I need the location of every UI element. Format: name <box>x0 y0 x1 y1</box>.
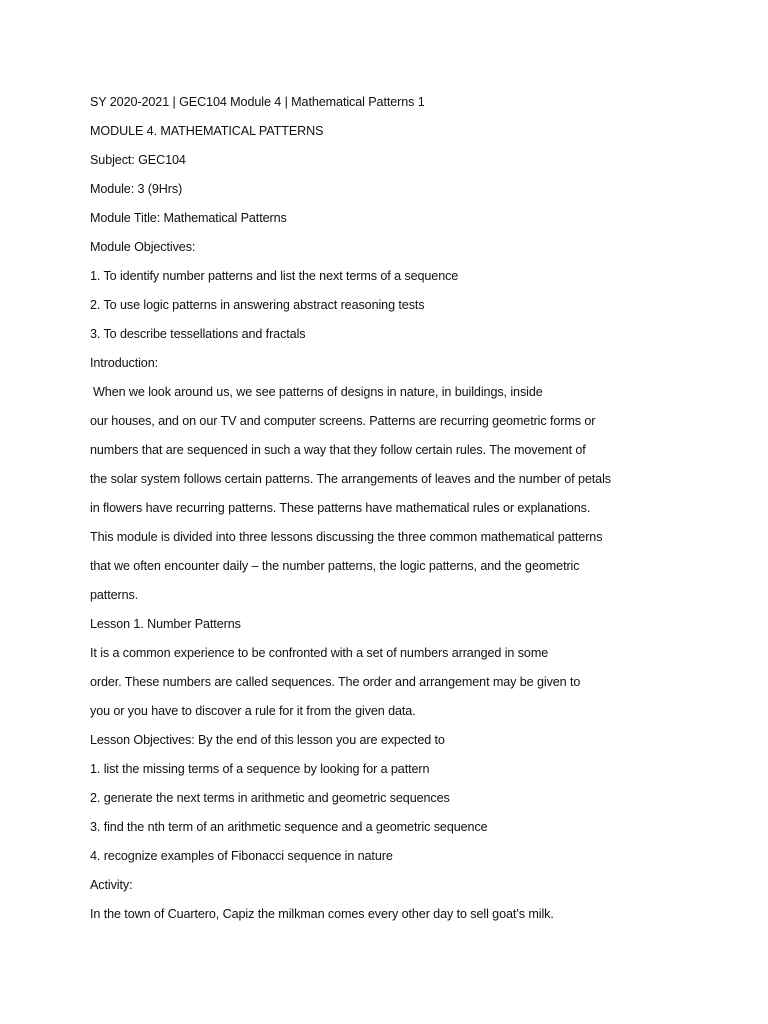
lesson1-line: you or you have to discover a rule for it from the given data. <box>90 704 416 718</box>
introduction-heading: Introduction: <box>90 356 159 370</box>
lesson-objective-item: 1. list the missing terms of a sequence by looking for a pattern <box>90 762 430 776</box>
lesson1-line: It is a common experience to be confronted with a set of numbers arranged in some <box>90 646 549 660</box>
module-title-line: Module Title: Mathematical Patterns <box>90 211 287 225</box>
introduction-line: When we look around us, we see patterns of designs in nature, in buildings, inside <box>93 385 543 399</box>
module-heading: MODULE 4. MATHEMATICAL PATTERNS <box>90 124 324 138</box>
activity-heading: Activity: <box>90 878 133 892</box>
document-body <box>90 92 740 933</box>
lesson1-heading: Lesson 1. Number Patterns <box>90 617 241 631</box>
lesson-objectives-heading: Lesson Objectives: By the end of this lesson you are expected to <box>90 733 445 747</box>
introduction-line: numbers that are sequenced in such a way that they follow certain rules. The movement of <box>90 443 586 457</box>
introduction-line: in flowers have recurring patterns. These patterns have mathematical rules or explanations. <box>90 501 591 515</box>
page-header: SY 2020-2021 | GEC104 Module 4 | Mathematical Patterns 1 <box>90 95 425 109</box>
objectives-heading: Module Objectives: <box>90 240 196 254</box>
lesson1-line: order. These numbers are called sequences. The order and arrangement may be given to <box>90 675 581 689</box>
lesson-objective-item: 2. generate the next terms in arithmetic and geometric sequences <box>90 791 450 805</box>
objective-item: 1. To identify number patterns and list the next terms of a sequence <box>90 269 459 283</box>
introduction-line: that we often encounter daily – the number patterns, the logic patterns, and the geometric <box>90 559 580 573</box>
activity-line: In the town of Cuartero, Capiz the milkman comes every other day to sell goat’s milk. <box>90 907 554 921</box>
introduction-line: our houses, and on our TV and computer screens. Patterns are recurring geometric forms or <box>90 414 596 428</box>
introduction-line: patterns. <box>90 588 139 602</box>
introduction-line: This module is divided into three lessons discussing the three common mathematical patterns <box>90 530 603 544</box>
module-line: Module: 3 (9Hrs) <box>90 182 183 196</box>
introduction-line: the solar system follows certain patterns. The arrangements of leaves and the number of petals <box>90 472 611 486</box>
subject-line: Subject: GEC104 <box>90 153 186 167</box>
lesson-objective-item: 3. find the nth term of an arithmetic sequence and a geometric sequence <box>90 820 488 834</box>
lesson-objective-item: 4. recognize examples of Fibonacci sequence in nature <box>90 849 393 863</box>
objective-item: 3. To describe tessellations and fractals <box>90 327 306 341</box>
objective-item: 2. To use logic patterns in answering abstract reasoning tests <box>90 298 425 312</box>
